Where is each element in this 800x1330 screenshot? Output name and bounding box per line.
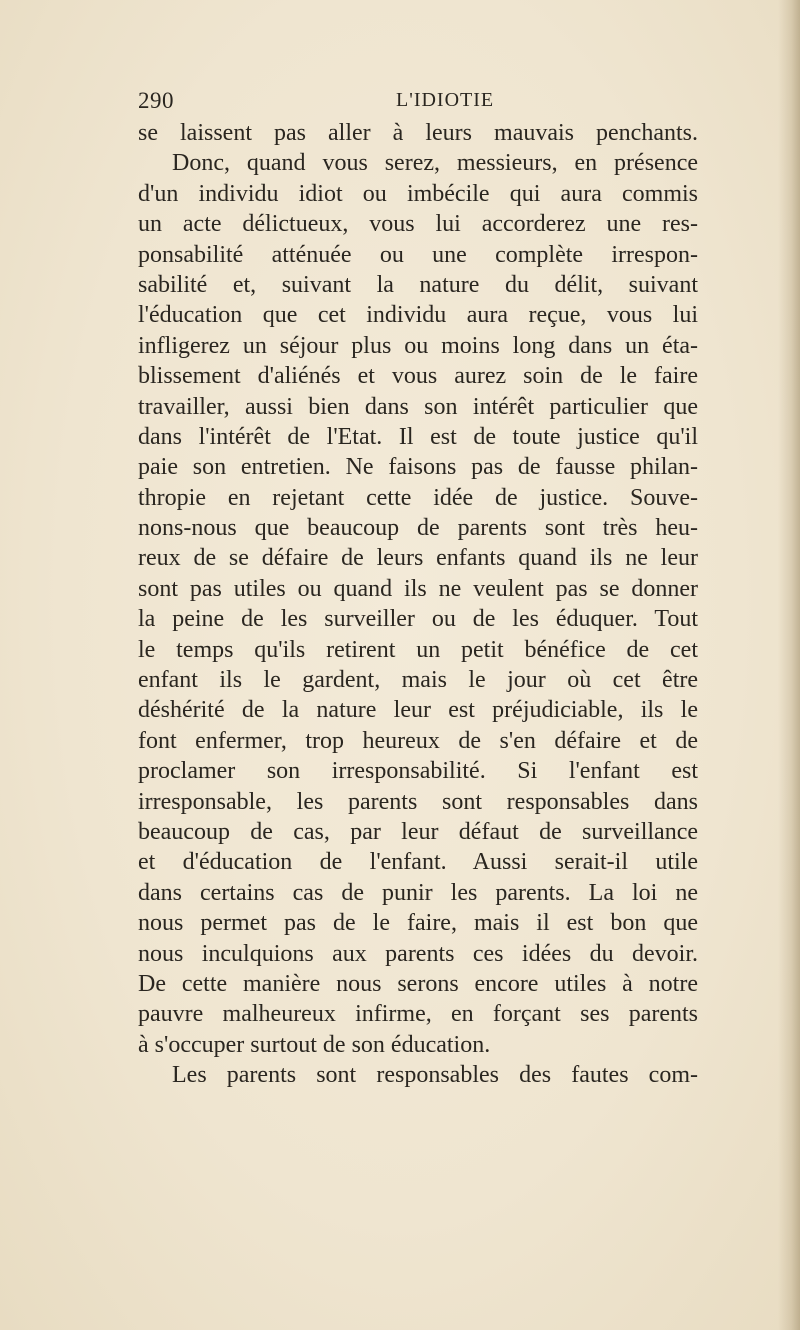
text-line: d'un individu idiot ou imbécile qui aura commis — [138, 180, 698, 207]
body-text — [138, 118, 698, 1091]
text-line: la peine de les surveiller ou de les éduquer. Tout — [138, 606, 698, 633]
text-line: reux de se défaire de leurs enfants quand ils ne leur — [138, 545, 698, 572]
text-line: déshérité de la nature leur est préjudiciable, ils le — [138, 697, 698, 724]
text-line: Donc, quand vous serez, messieurs, en présence — [172, 150, 698, 177]
text-line: nous inculquions aux parents ces idées du devoir. — [138, 940, 698, 967]
text-line: dans certains cas de punir les parents. La loi ne — [138, 879, 698, 906]
text-line: dans l'intérêt de l'Etat. Il est de toute justice qu'il — [138, 423, 698, 450]
text-line: se laissent pas aller à leurs mauvais penchants. — [138, 120, 698, 146]
text-line: un acte délictueux, vous lui accorderez une res- — [138, 211, 698, 238]
page-edge-shadow — [778, 0, 800, 1330]
text-line: font enfermer, trop heureux de s'en défaire et de — [138, 727, 698, 754]
text-line: à s'occuper surtout de son éducation. — [138, 1031, 491, 1058]
running-title: L'IDIOTIE — [396, 89, 495, 111]
text-line: pauvre malheureux infirme, en forçant ses parents — [138, 1001, 698, 1028]
page-number: 290 — [138, 88, 174, 113]
text-line: le temps qu'ils retirent un petit bénéfice de cet — [138, 636, 698, 663]
text-line: beaucoup de cas, par leur défaut de surveillance — [138, 818, 698, 845]
text-line: nons-nous que beaucoup de parents sont très heu- — [138, 515, 698, 542]
running-head — [138, 88, 698, 118]
text-line: thropie en rejetant cette idée de justice. Souve- — [138, 484, 698, 511]
text-line: paie son entretien. Ne faisons pas de fausse philan- — [138, 454, 698, 481]
text-line: sabilité et, suivant la nature du délit, suivant — [138, 271, 698, 298]
text-line: proclamer son irresponsabilité. Si l'enfant est — [138, 758, 698, 785]
text-line: ponsabilité atténuée ou une complète irrespon- — [138, 241, 698, 268]
text-line: sont pas utiles ou quand ils ne veulent pas se donner — [138, 575, 698, 602]
text-line: irresponsable, les parents sont responsables dans — [138, 788, 698, 815]
text-line: travailler, aussi bien dans son intérêt particulier que — [138, 393, 698, 420]
text-line: De cette manière nous serons encore utiles à notre — [138, 970, 698, 997]
text-line: blissement d'aliénés et vous aurez soin de le faire — [138, 363, 698, 390]
text-line: enfant ils le gardent, mais le jour où cet être — [138, 667, 698, 694]
text-line: Les parents sont responsables des fautes com- — [172, 1062, 698, 1089]
text-line: infligerez un séjour plus ou moins long dans un éta- — [138, 332, 698, 359]
text-line: l'éducation que cet individu aura reçue, vous lui — [138, 302, 698, 329]
text-line: et d'éducation de l'enfant. Aussi serait-il utile — [138, 849, 698, 876]
text-line: nous permet pas de le faire, mais il est bon que — [138, 910, 698, 937]
